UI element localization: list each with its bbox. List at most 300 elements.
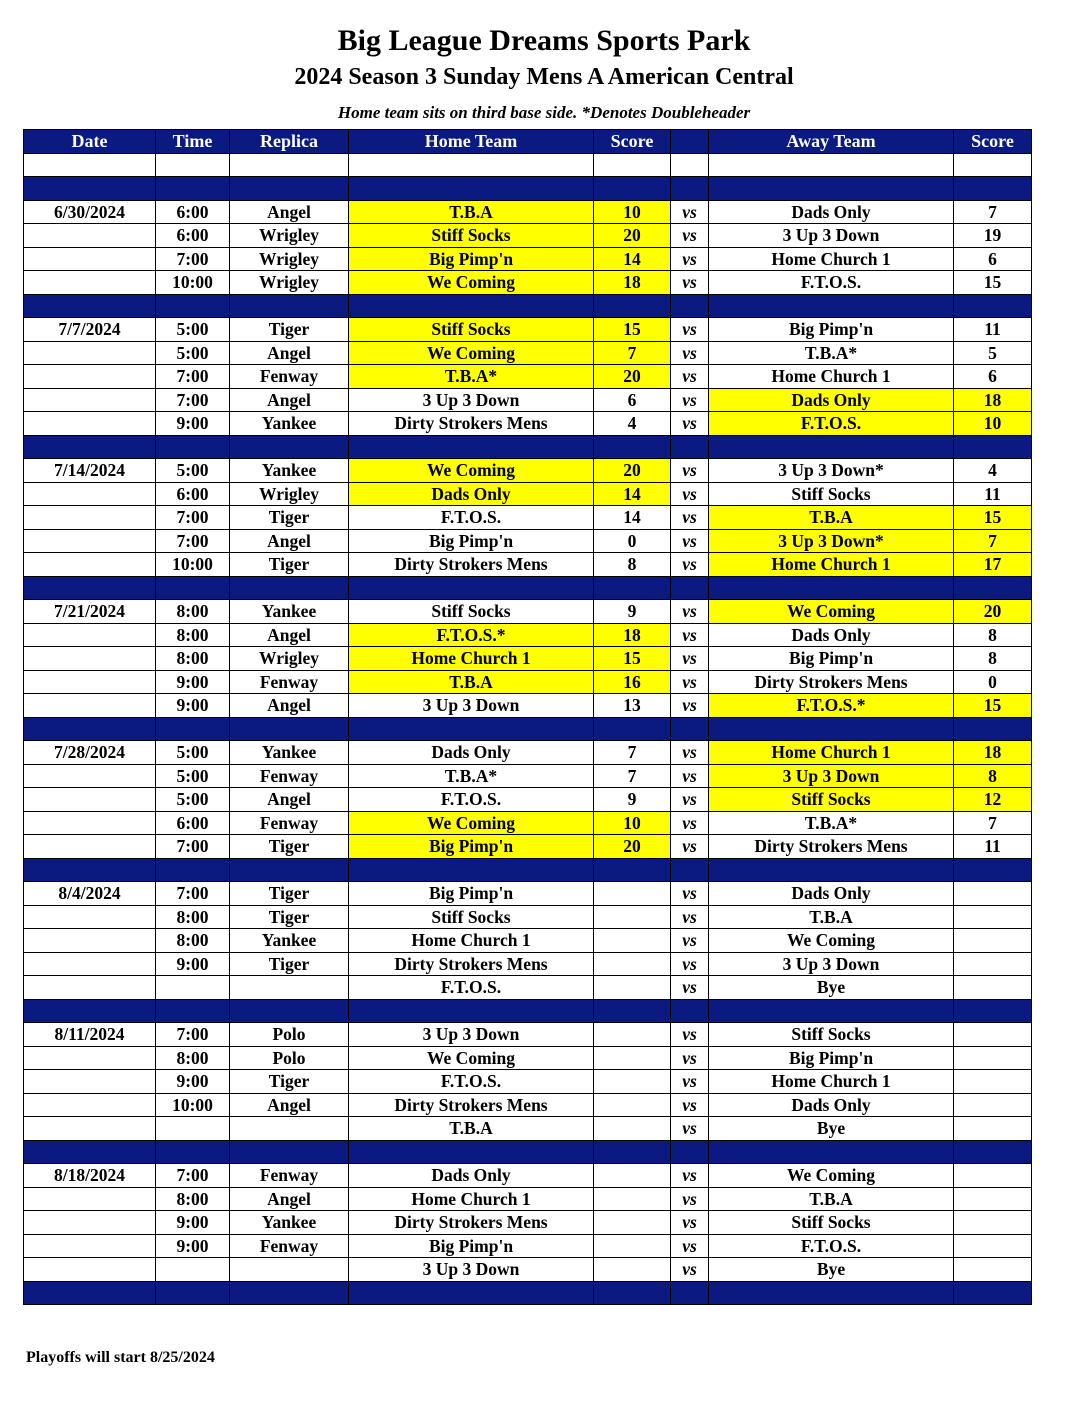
away-score: 11	[954, 835, 1032, 859]
home-team: Dads Only	[349, 1164, 594, 1188]
game-time: 5:00	[156, 341, 230, 365]
away-team: T.B.A*	[709, 811, 954, 835]
game-row	[24, 459, 1032, 483]
away-team: Stiff Socks	[709, 482, 954, 506]
col-away-score-header: Score	[954, 130, 1032, 154]
game-date: 7/7/2024	[24, 318, 156, 342]
home-score: 7	[594, 741, 671, 765]
game-replica: Tiger	[230, 905, 349, 929]
away-score: 8	[954, 623, 1032, 647]
game-date: 7/21/2024	[24, 600, 156, 624]
home-team: Dirty Strokers Mens	[349, 553, 594, 577]
game-replica: Fenway	[230, 1234, 349, 1258]
game-time: 7:00	[156, 388, 230, 412]
home-score: 0	[594, 529, 671, 553]
vs-label: vs	[671, 247, 709, 271]
away-score: 6	[954, 365, 1032, 389]
away-team: Bye	[709, 1258, 954, 1282]
game-row	[24, 1070, 1032, 1094]
game-replica: Yankee	[230, 1211, 349, 1235]
game-replica: Wrigley	[230, 271, 349, 295]
game-row	[24, 1187, 1032, 1211]
home-score	[594, 1046, 671, 1070]
away-score: 7	[954, 811, 1032, 835]
home-score	[594, 1070, 671, 1094]
away-team: T.B.A	[709, 1187, 954, 1211]
game-replica: Wrigley	[230, 247, 349, 271]
week-separator	[24, 576, 1032, 600]
game-date: 6/30/2024	[24, 200, 156, 224]
home-score: 13	[594, 694, 671, 718]
schedule-table	[23, 129, 1032, 1305]
away-team: T.B.A*	[709, 341, 954, 365]
game-time: 8:00	[156, 1046, 230, 1070]
away-score: 11	[954, 318, 1032, 342]
vs-label: vs	[671, 224, 709, 248]
game-replica: Yankee	[230, 412, 349, 436]
home-team: Stiff Socks	[349, 224, 594, 248]
game-time: 8:00	[156, 623, 230, 647]
home-score	[594, 882, 671, 906]
away-team: Home Church 1	[709, 365, 954, 389]
home-score	[594, 1211, 671, 1235]
game-row	[24, 271, 1032, 295]
vs-label: vs	[671, 459, 709, 483]
vs-label: vs	[671, 412, 709, 436]
game-replica: Fenway	[230, 811, 349, 835]
col-replica-header: Replica	[230, 130, 349, 154]
game-date: 8/18/2024	[24, 1164, 156, 1188]
home-score: 14	[594, 482, 671, 506]
game-date	[24, 529, 156, 553]
game-date	[24, 482, 156, 506]
game-row	[24, 741, 1032, 765]
vs-label: vs	[671, 506, 709, 530]
home-team: We Coming	[349, 459, 594, 483]
week-separator	[24, 999, 1032, 1023]
col-away-team-header: Away Team	[709, 130, 954, 154]
away-team: Dirty Strokers Mens	[709, 670, 954, 694]
vs-label: vs	[671, 623, 709, 647]
away-team: F.T.O.S.	[709, 412, 954, 436]
game-date	[24, 1234, 156, 1258]
game-time: 9:00	[156, 952, 230, 976]
home-team: We Coming	[349, 341, 594, 365]
home-team: Big Pimp'n	[349, 529, 594, 553]
game-date	[24, 224, 156, 248]
home-score: 10	[594, 200, 671, 224]
game-row	[24, 388, 1032, 412]
away-team: T.B.A	[709, 905, 954, 929]
vs-label: vs	[671, 647, 709, 671]
game-date	[24, 271, 156, 295]
vs-label: vs	[671, 741, 709, 765]
game-replica: Tiger	[230, 882, 349, 906]
away-score	[954, 1258, 1032, 1282]
away-score: 15	[954, 506, 1032, 530]
game-replica: Tiger	[230, 835, 349, 859]
game-time: 5:00	[156, 764, 230, 788]
game-row	[24, 506, 1032, 530]
game-time: 9:00	[156, 412, 230, 436]
game-time: 7:00	[156, 247, 230, 271]
vs-label: vs	[671, 529, 709, 553]
vs-label: vs	[671, 1211, 709, 1235]
away-score	[954, 905, 1032, 929]
vs-label: vs	[671, 882, 709, 906]
vs-label: vs	[671, 1164, 709, 1188]
vs-label: vs	[671, 811, 709, 835]
game-row	[24, 1117, 1032, 1141]
game-time: 9:00	[156, 694, 230, 718]
game-date	[24, 506, 156, 530]
away-team: Dads Only	[709, 623, 954, 647]
game-row	[24, 365, 1032, 389]
away-score: 12	[954, 788, 1032, 812]
home-score	[594, 929, 671, 953]
game-time: 9:00	[156, 670, 230, 694]
home-team: F.T.O.S.	[349, 506, 594, 530]
game-replica: Fenway	[230, 1164, 349, 1188]
game-time: 7:00	[156, 1023, 230, 1047]
home-score: 6	[594, 388, 671, 412]
home-score: 9	[594, 788, 671, 812]
home-team: Big Pimp'n	[349, 835, 594, 859]
col-date-header: Date	[24, 130, 156, 154]
game-date	[24, 553, 156, 577]
away-team: Dirty Strokers Mens	[709, 835, 954, 859]
week-separator	[24, 858, 1032, 882]
week-separator	[24, 177, 1032, 201]
vs-label: vs	[671, 1023, 709, 1047]
game-time: 10:00	[156, 271, 230, 295]
away-score: 10	[954, 412, 1032, 436]
game-row	[24, 341, 1032, 365]
away-score: 18	[954, 741, 1032, 765]
game-row	[24, 553, 1032, 577]
game-time: 7:00	[156, 882, 230, 906]
game-row	[24, 882, 1032, 906]
game-row	[24, 623, 1032, 647]
vs-label: vs	[671, 764, 709, 788]
game-row	[24, 647, 1032, 671]
home-score: 8	[594, 553, 671, 577]
home-team: Dirty Strokers Mens	[349, 412, 594, 436]
vs-label: vs	[671, 200, 709, 224]
game-replica: Fenway	[230, 670, 349, 694]
away-score: 0	[954, 670, 1032, 694]
home-score: 14	[594, 506, 671, 530]
away-score: 5	[954, 341, 1032, 365]
game-replica: Tiger	[230, 952, 349, 976]
game-row	[24, 952, 1032, 976]
home-team: T.B.A*	[349, 764, 594, 788]
game-row	[24, 929, 1032, 953]
home-team: T.B.A	[349, 670, 594, 694]
game-date	[24, 1258, 156, 1282]
home-team: 3 Up 3 Down	[349, 1023, 594, 1047]
away-team: Stiff Socks	[709, 788, 954, 812]
vs-label: vs	[671, 553, 709, 577]
away-team: We Coming	[709, 1164, 954, 1188]
away-team: Bye	[709, 1117, 954, 1141]
game-replica: Angel	[230, 341, 349, 365]
game-date	[24, 952, 156, 976]
game-time: 7:00	[156, 365, 230, 389]
game-time: 10:00	[156, 1093, 230, 1117]
game-time: 6:00	[156, 811, 230, 835]
home-team: Home Church 1	[349, 1187, 594, 1211]
game-replica: Angel	[230, 1187, 349, 1211]
away-team: Stiff Socks	[709, 1211, 954, 1235]
game-date	[24, 247, 156, 271]
home-team: T.B.A	[349, 1117, 594, 1141]
vs-label: vs	[671, 600, 709, 624]
week-separator	[24, 1281, 1032, 1305]
game-time: 6:00	[156, 224, 230, 248]
game-time: 5:00	[156, 788, 230, 812]
away-team: Bye	[709, 976, 954, 1000]
home-score: 14	[594, 247, 671, 271]
home-score	[594, 952, 671, 976]
home-team: 3 Up 3 Down	[349, 1258, 594, 1282]
game-replica: Wrigley	[230, 647, 349, 671]
game-date	[24, 1070, 156, 1094]
vs-label: vs	[671, 1093, 709, 1117]
game-time: 7:00	[156, 506, 230, 530]
home-team: Big Pimp'n	[349, 882, 594, 906]
game-row	[24, 318, 1032, 342]
away-score: 8	[954, 647, 1032, 671]
game-row	[24, 1211, 1032, 1235]
vs-label: vs	[671, 835, 709, 859]
away-team: 3 Up 3 Down	[709, 224, 954, 248]
away-team: F.T.O.S.	[709, 1234, 954, 1258]
game-time: 7:00	[156, 1164, 230, 1188]
playoffs-note: Playoffs will start 8/25/2024	[26, 1349, 215, 1366]
game-date	[24, 694, 156, 718]
game-time: 8:00	[156, 647, 230, 671]
home-score: 20	[594, 459, 671, 483]
away-score	[954, 1211, 1032, 1235]
blank-row	[24, 153, 1032, 177]
game-row	[24, 788, 1032, 812]
home-team: Big Pimp'n	[349, 1234, 594, 1258]
home-team: Dads Only	[349, 482, 594, 506]
game-time: 7:00	[156, 835, 230, 859]
game-date	[24, 365, 156, 389]
away-score	[954, 952, 1032, 976]
home-score: 7	[594, 341, 671, 365]
game-row	[24, 811, 1032, 835]
away-score: 19	[954, 224, 1032, 248]
vs-label: vs	[671, 365, 709, 389]
week-separator	[24, 294, 1032, 318]
game-date: 7/14/2024	[24, 459, 156, 483]
away-score: 4	[954, 459, 1032, 483]
home-score	[594, 905, 671, 929]
home-team: T.B.A*	[349, 365, 594, 389]
col-time-header: Time	[156, 130, 230, 154]
game-replica: Angel	[230, 623, 349, 647]
game-replica: Fenway	[230, 365, 349, 389]
away-team: Home Church 1	[709, 741, 954, 765]
vs-label: vs	[671, 1046, 709, 1070]
away-score	[954, 1234, 1032, 1258]
vs-label: vs	[671, 929, 709, 953]
away-score: 20	[954, 600, 1032, 624]
game-replica: Angel	[230, 694, 349, 718]
game-date	[24, 388, 156, 412]
vs-label: vs	[671, 1187, 709, 1211]
game-date	[24, 788, 156, 812]
game-date	[24, 764, 156, 788]
home-score: 9	[594, 600, 671, 624]
home-score: 20	[594, 224, 671, 248]
game-replica: Polo	[230, 1023, 349, 1047]
game-time: 7:00	[156, 529, 230, 553]
game-replica: Wrigley	[230, 482, 349, 506]
away-score: 8	[954, 764, 1032, 788]
vs-label: vs	[671, 694, 709, 718]
home-team: F.T.O.S.*	[349, 623, 594, 647]
home-score: 16	[594, 670, 671, 694]
game-row	[24, 1234, 1032, 1258]
away-team: Big Pimp'n	[709, 647, 954, 671]
game-replica: Angel	[230, 788, 349, 812]
away-team: Dads Only	[709, 200, 954, 224]
away-score: 15	[954, 694, 1032, 718]
game-date	[24, 1046, 156, 1070]
vs-label: vs	[671, 341, 709, 365]
away-score: 18	[954, 388, 1032, 412]
game-date	[24, 1093, 156, 1117]
vs-label: vs	[671, 1070, 709, 1094]
game-replica: Angel	[230, 388, 349, 412]
doubleheader-note: Home team sits on third base side. *Denotes Doubleheader	[337, 103, 751, 122]
vs-label: vs	[671, 388, 709, 412]
game-time: 8:00	[156, 600, 230, 624]
game-time: 5:00	[156, 459, 230, 483]
game-time	[156, 1117, 230, 1141]
away-score: 6	[954, 247, 1032, 271]
home-score	[594, 1258, 671, 1282]
game-row	[24, 529, 1032, 553]
game-time: 5:00	[156, 318, 230, 342]
game-date	[24, 1187, 156, 1211]
home-score: 20	[594, 835, 671, 859]
game-time: 9:00	[156, 1234, 230, 1258]
game-time: 8:00	[156, 1187, 230, 1211]
game-replica: Angel	[230, 1093, 349, 1117]
game-replica: Tiger	[230, 1070, 349, 1094]
away-team: 3 Up 3 Down*	[709, 529, 954, 553]
game-time: 9:00	[156, 1211, 230, 1235]
game-date	[24, 1117, 156, 1141]
home-team: We Coming	[349, 1046, 594, 1070]
home-score	[594, 1234, 671, 1258]
home-team: Home Church 1	[349, 647, 594, 671]
home-score: 7	[594, 764, 671, 788]
away-team: F.T.O.S.	[709, 271, 954, 295]
vs-label: vs	[671, 271, 709, 295]
away-score	[954, 976, 1032, 1000]
game-row	[24, 976, 1032, 1000]
game-replica: Wrigley	[230, 224, 349, 248]
game-date: 7/28/2024	[24, 741, 156, 765]
game-row	[24, 200, 1032, 224]
game-time: 5:00	[156, 741, 230, 765]
away-team: Home Church 1	[709, 553, 954, 577]
vs-label: vs	[671, 788, 709, 812]
home-team: F.T.O.S.	[349, 976, 594, 1000]
game-date	[24, 341, 156, 365]
game-row	[24, 905, 1032, 929]
game-row	[24, 835, 1032, 859]
game-time	[156, 1258, 230, 1282]
col-home-score-header: Score	[594, 130, 671, 154]
home-score: 15	[594, 318, 671, 342]
home-score	[594, 1164, 671, 1188]
game-date	[24, 929, 156, 953]
vs-label: vs	[671, 976, 709, 1000]
away-team: Dads Only	[709, 1093, 954, 1117]
home-score: 15	[594, 647, 671, 671]
home-team: 3 Up 3 Down	[349, 694, 594, 718]
home-team: Stiff Socks	[349, 318, 594, 342]
vs-label: vs	[671, 952, 709, 976]
game-date	[24, 412, 156, 436]
home-team: F.T.O.S.	[349, 788, 594, 812]
home-team: Stiff Socks	[349, 905, 594, 929]
away-team: Stiff Socks	[709, 1023, 954, 1047]
game-replica	[230, 976, 349, 1000]
game-date: 8/11/2024	[24, 1023, 156, 1047]
game-row	[24, 670, 1032, 694]
home-team: F.T.O.S.	[349, 1070, 594, 1094]
game-row	[24, 247, 1032, 271]
home-team: T.B.A	[349, 200, 594, 224]
game-time	[156, 976, 230, 1000]
away-team: We Coming	[709, 929, 954, 953]
home-score	[594, 1117, 671, 1141]
game-replica	[230, 1117, 349, 1141]
game-date	[24, 835, 156, 859]
away-team: Dads Only	[709, 388, 954, 412]
home-team: Big Pimp'n	[349, 247, 594, 271]
home-score	[594, 1023, 671, 1047]
game-time: 8:00	[156, 905, 230, 929]
game-date	[24, 1211, 156, 1235]
vs-label: vs	[671, 905, 709, 929]
away-score: 17	[954, 553, 1032, 577]
game-date	[24, 905, 156, 929]
game-row	[24, 482, 1032, 506]
away-team: 3 Up 3 Down	[709, 952, 954, 976]
away-score	[954, 1093, 1032, 1117]
game-date	[24, 811, 156, 835]
game-row	[24, 224, 1032, 248]
game-replica: Polo	[230, 1046, 349, 1070]
away-score	[954, 1023, 1032, 1047]
home-team: Dirty Strokers Mens	[349, 952, 594, 976]
schedule-body	[24, 153, 1032, 1305]
away-score: 15	[954, 271, 1032, 295]
away-score: 7	[954, 200, 1032, 224]
home-team: Home Church 1	[349, 929, 594, 953]
game-row	[24, 694, 1032, 718]
game-replica: Tiger	[230, 553, 349, 577]
